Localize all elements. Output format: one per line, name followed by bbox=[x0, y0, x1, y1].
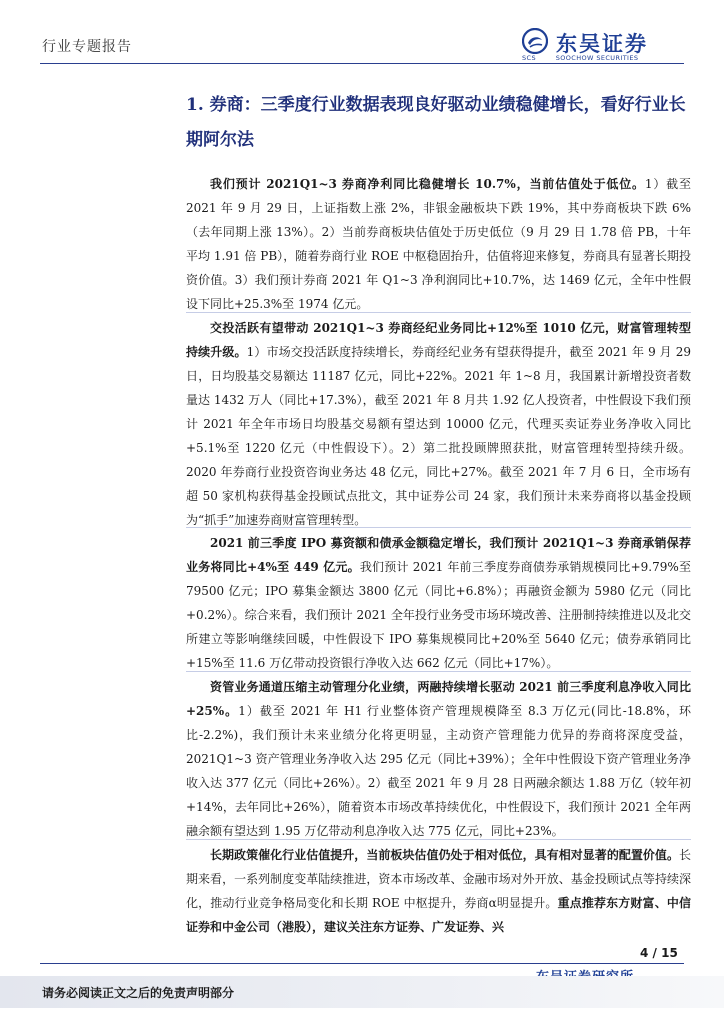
paragraph-2-lead: 交投活跃有望带动 2021Q1~3 券商经纪业务同比+12%至 1010 亿元，财富管理转型持续升级。 bbox=[186, 321, 691, 359]
paragraph-5 bbox=[186, 843, 691, 939]
paragraph-2-body: 1）市场交投活跃度持续增长，券商经纪业务有望获得提升，截至 2021 年 9 月 29 日，日均股基交易额达 11187 亿元，同比+22%。2021 年 1~8 月，我国累计新增投资者数量达 1432 万人（同比+17.3%），截至 2021 年 8 月共 1.92 亿人投资者，中性假设下我们预计 2021 年全年市场日均股基交易额有望达到 10000 亿元，代理买卖证券业务净收入同比+5.1%至 1220 亿元（中性假设下）。2）第二批投顾牌照获批，财富管理转型持续升级。2020 年券商行业投资咨询业务达 48 亿元，同比+27%。截至 2021 年 7 月 6 日，全市场有超 50 家机构获得基金投顾试点批文，其中证券公司 24 家，我们预计未来券商将以基金投顾为“抓手”加速券商财富管理转型。 bbox=[186, 345, 691, 527]
logo-name-en bbox=[522, 54, 638, 62]
paragraph-divider bbox=[186, 527, 691, 528]
paragraph-4 bbox=[186, 675, 691, 843]
paragraph-3-body: 我们预计 2021 年前三季度券商债券承销规模同比+9.79%至 79500 亿元；IPO 募集金额达 3800 亿元（同比+6.8%）；再融资金额为 5980 亿元（同比+0.2%）。综合来看，我们预计 2021 全年投行业务受市场环境改善、注册制持续推进以及北交所建立等影响继续回暖，中性假设下 IPO 募集规模同比+20%至 5640 亿元；债券承销同比+15%至 11.6 万亿带动投资银行净收入达 662 亿元（同比+17%）。 bbox=[186, 560, 691, 670]
page-number: 4 / 15 bbox=[640, 946, 678, 960]
paragraph-divider bbox=[186, 671, 691, 672]
disclaimer-text: 请务必阅读正文之后的免责声明部分 bbox=[42, 986, 235, 1000]
logo-full-en: SOOCHOW SECURITIES bbox=[555, 54, 639, 62]
soochow-logo bbox=[522, 28, 692, 64]
paragraph-3 bbox=[186, 531, 691, 675]
logo-name-cn: 东吴证券 bbox=[556, 32, 648, 56]
paragraph-5-tail: 重点推荐东方财富、中信证券和中金公司（港股），建议关注东方证券、广发证券、兴 bbox=[186, 896, 691, 934]
paragraph-divider bbox=[186, 312, 691, 313]
paragraph-divider bbox=[186, 839, 691, 840]
soochow-logo-icon bbox=[522, 28, 548, 54]
paragraph-1-lead: 我们预计 2021Q1~3 券商净利同比稳健增长 10.7%，当前估值处于低位。 bbox=[210, 177, 645, 191]
header-divider bbox=[40, 63, 684, 64]
paragraph-5-body: 长期来看，一系列制度变革陆续推进，资本市场改革、金融市场对外开放、基金投顾试点等持续深化，推动行业竞争格局变化和长期 ROE 中枢提升，券商α明显提升。 bbox=[186, 848, 691, 910]
paragraph-4-lead: 资管业务通道压缩主动管理分化业绩，两融持续增长驱动 2021 前三季度利息净收入同比+25%。 bbox=[186, 680, 691, 718]
paragraph-5-lead: 长期政策催化行业估值提升，当前板块估值仍处于相对低位，具有相对显著的配置价值。 bbox=[210, 848, 679, 862]
paragraph-4-body: 1）截至 2021 年 H1 行业整体资产管理规模降至 8.3 万亿元(同比-18.8%，环比-2.2%)，我们预计未来业绩分化将更明显，主动资产管理能力优异的券商将深度受益，2021Q1~3 资产管理业务净收入达 295 亿元（同比+39%）；全年中性假设下资产管理业务净收入达 377 亿元（同比+26%）。2）截至 2021 年 9 月 28 日两融余额达 1.88 万亿（较年初+14%，去年同比+26%），随着资本市场改革持续优化，中性假设下，我们预计 2021 全年两融余额有望达到 1.95 万亿带动利息净收入达 775 亿元，同比+23%。 bbox=[186, 704, 691, 838]
logo-abbr: SCS bbox=[522, 54, 536, 62]
report-type-label: 行业专题报告 bbox=[42, 39, 132, 55]
paragraph-1 bbox=[186, 172, 691, 316]
paragraph-1-body: 1）截至 2021 年 9 月 29 日，上证指数上涨 2%，非银金融板块下跌 19%，其中券商板块下跌 6%（去年同期上涨 13%）。2）当前券商板块估值处于历史低位（9 月 29 日 1.78 倍 PB，十年平均 1.91 倍 PB），随着券商行业 ROE 中枢稳固抬升，估值将迎来修复，券商具有显著长期投资价值。3）我们预计券商 2021 年 Q1~3 净利润同比+10.7%，达 1469 亿元，全年中性假设下同比+25.3%至 1974 亿元。 bbox=[186, 177, 691, 311]
section-heading: 1. 券商：三季度行业数据表现良好驱动业绩稳健增长，看好行业长期阿尔法 bbox=[186, 95, 686, 150]
paragraph-2 bbox=[186, 316, 691, 532]
paragraph-3-lead: 2021 前三季度 IPO 募资额和债承金额稳定增长，我们预计 2021Q1~3 券商承销保荐业务将同比+4%至 449 亿元。 bbox=[186, 536, 691, 574]
footer-divider bbox=[40, 963, 684, 964]
